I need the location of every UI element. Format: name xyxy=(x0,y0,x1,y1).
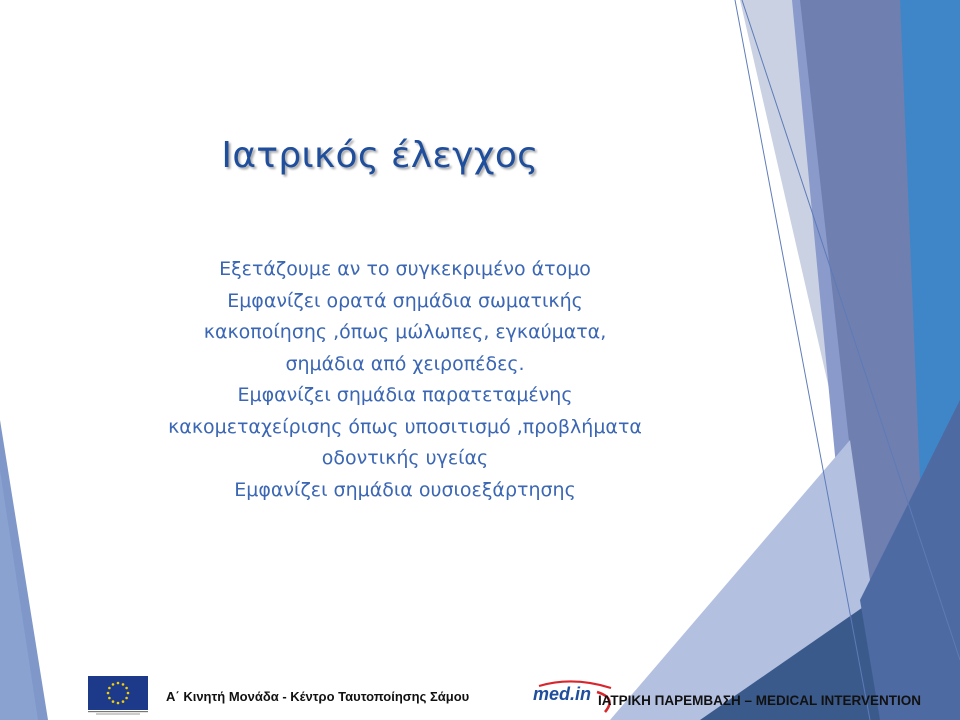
body-line: οδοντικής υγείας xyxy=(321,447,489,469)
eu-flag-icon xyxy=(88,676,148,716)
body-line: κακομεταχείρισης όπως υποσιτισμό ,προβλήματα xyxy=(168,415,642,438)
medin-logo-text: med.in xyxy=(533,684,592,704)
footer-unit-label: Α΄ Κινητή Μονάδα - Κέντρο Ταυτοποίησης Σάμου xyxy=(166,689,470,704)
body-line: Εξετάζουμε αν το συγκεκριμένο άτομο xyxy=(219,258,591,280)
body-line: σημάδια από χειροπέδες. xyxy=(285,352,525,375)
body-line: Εμφανίζει σημάδια παρατεταμένης xyxy=(237,384,573,406)
slide-body xyxy=(80,254,730,506)
body-line: Εμφανίζει ορατά σημάδια σωματικής xyxy=(227,289,583,312)
body-line: κακοποίησης ,όπως μώλωπες, εγκαύματα, xyxy=(203,321,607,343)
body-line: Εμφανίζει σημάδια ουσιοεξάρτησης xyxy=(234,478,576,501)
footer-program-label: ΙΑΤΡΙΚΗ ΠΑΡΕΜΒΑΣΗ – MEDICAL INTERVENTION xyxy=(598,693,922,708)
slide-title: Ιατρικός έλεγχος xyxy=(221,135,539,176)
